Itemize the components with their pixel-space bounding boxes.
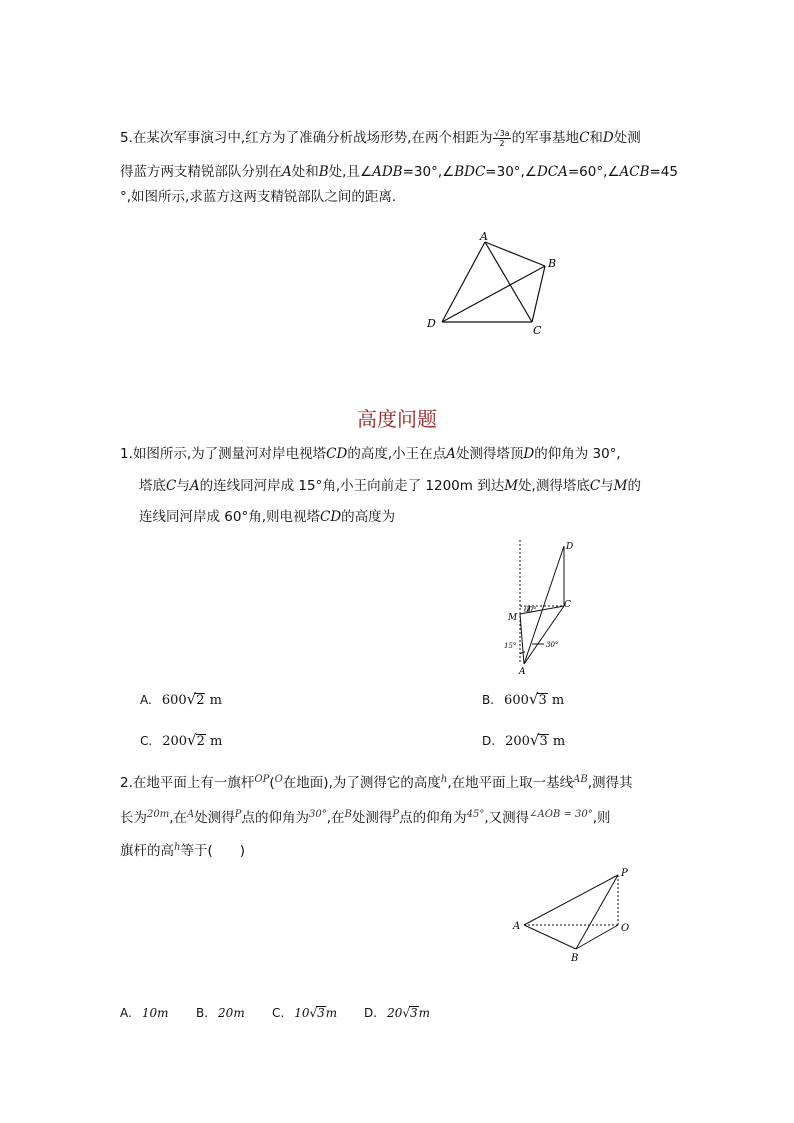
option-coef: 10: [294, 1006, 310, 1020]
problem1-figure: [498, 536, 588, 676]
var: C: [589, 478, 601, 494]
text: 与: [176, 478, 190, 494]
fraction-denominator: 2: [499, 138, 505, 148]
text: ,在: [169, 810, 188, 826]
var: A: [282, 164, 292, 180]
option-label: A.: [140, 693, 152, 707]
text: 处和: [291, 164, 319, 180]
option-label: D.: [482, 734, 496, 748]
option-coef: 600: [504, 693, 529, 708]
math-inline: 45°: [466, 809, 485, 820]
option-b[interactable]: [482, 690, 564, 708]
text: 处测得: [194, 810, 235, 826]
text: ,在地平面上取一基线: [447, 775, 574, 791]
radicand: 2: [196, 734, 205, 749]
point-label-b: B: [548, 257, 557, 270]
option-d[interactable]: [482, 731, 565, 749]
text: 得蓝方两支精锐部队分别在: [120, 164, 282, 180]
text: 旗杆的高: [120, 843, 174, 859]
text: 与: [600, 478, 614, 494]
point-label-m: M: [508, 613, 518, 623]
math-inline: A: [187, 809, 195, 820]
point-label-c: C: [564, 600, 571, 610]
var: ACB: [619, 164, 650, 180]
var: C: [166, 478, 177, 494]
problem2-line1: [120, 770, 633, 793]
radicand: 3: [410, 1006, 418, 1020]
text: 2.在地平面上有一旗杆: [120, 775, 255, 791]
point-label-d: D: [427, 317, 436, 330]
problem1-line1: [120, 444, 621, 464]
problem5-figure: [420, 228, 560, 338]
var: A: [189, 478, 200, 494]
text: 处,且∠: [328, 164, 373, 180]
text: =30°,∠: [402, 164, 455, 180]
var: CD: [326, 446, 348, 462]
text: 处,测得塔底: [518, 478, 590, 494]
math-inline: O: [274, 774, 283, 785]
math-inline: P: [234, 809, 242, 820]
text: ,测得其: [587, 775, 633, 791]
var: B: [318, 164, 329, 180]
option-label: C.: [272, 1006, 285, 1020]
option-unit: m: [418, 1006, 431, 1020]
math-inline: AB: [573, 774, 588, 785]
point-label-a: A: [480, 230, 488, 243]
option-coef: 600: [161, 693, 187, 708]
text: 点的仰角为: [241, 810, 309, 826]
text: 处测得塔顶: [455, 446, 524, 462]
option-unit: m: [210, 734, 223, 749]
option-value: 10m: [141, 1006, 169, 1020]
text: =60°,∠: [567, 164, 620, 180]
text: 长为: [120, 810, 147, 826]
problem5-line3: °,如图所示,求蓝方这两支精锐部队之间的距离.: [120, 189, 397, 205]
option-label: C.: [140, 734, 153, 748]
sqrt-sign: √: [529, 731, 540, 749]
angle-label-15: 15°: [504, 642, 517, 650]
point-label-b: B: [571, 953, 579, 964]
text: 点的仰角为: [399, 810, 467, 826]
text: ,则: [592, 810, 611, 826]
math-inline: 30°: [308, 809, 327, 820]
option-unit: m: [325, 1006, 338, 1020]
var: M: [613, 478, 628, 494]
var: CD: [320, 509, 342, 525]
option-unit: m: [209, 693, 222, 708]
var: A: [446, 446, 456, 462]
text: 在地面),为了测得它的高度: [282, 775, 441, 791]
fraction: [493, 129, 510, 148]
option-b[interactable]: [196, 1006, 245, 1021]
var: D: [602, 130, 614, 146]
text: 处测: [613, 130, 641, 146]
radicand: 3: [317, 1006, 325, 1020]
point-label-a: A: [513, 921, 521, 932]
option-unit: m: [551, 693, 565, 708]
text: ,又测得: [484, 810, 530, 826]
problem1-line3: [139, 507, 395, 527]
option-coef: 20: [387, 1006, 403, 1020]
text: 和: [589, 130, 603, 146]
problem5-line1: [120, 128, 641, 148]
text: =30°,∠: [485, 164, 537, 180]
text: 的仰角为 30°,: [534, 446, 621, 462]
radicand: 2: [196, 693, 205, 708]
text: 5.在某次军事演习中,红方为了准确分析战场形势,在两个相距为: [120, 130, 493, 146]
math-inline: B: [344, 809, 352, 820]
radicand: 3: [539, 734, 548, 749]
text: 处测得: [351, 810, 393, 826]
text: 的连线同河岸成 15°角,小王向前走了 1200m 到达: [199, 478, 505, 494]
problem5-line2: [120, 162, 678, 182]
radicand: 3: [538, 693, 547, 708]
sqrt-sign: √: [402, 1006, 410, 1020]
math-inline: h: [440, 774, 448, 785]
option-value: 20m: [218, 1006, 245, 1020]
var: D: [523, 446, 535, 462]
point-label-c: C: [533, 324, 542, 337]
option-a[interactable]: [120, 1006, 168, 1021]
var: BDC: [454, 164, 486, 180]
option-coef: 200: [505, 734, 530, 749]
point-label-o: O: [621, 923, 630, 934]
option-label: B.: [482, 693, 495, 707]
text: 1.如图所示,为了测量河对岸电视塔: [120, 446, 327, 462]
point-label-a: A: [519, 667, 526, 676]
sqrt-sign: √: [186, 690, 197, 708]
problem2-line2: [120, 805, 611, 828]
sqrt-sign: √: [528, 690, 539, 708]
problem1-line2: [139, 476, 641, 496]
point-label-p: P: [621, 868, 628, 879]
option-unit: m: [552, 734, 566, 749]
text: 的高度,小王在点: [347, 446, 447, 462]
text: ,在: [326, 810, 345, 826]
problem2-line3: [120, 838, 245, 861]
option-a[interactable]: [140, 690, 222, 708]
option-coef: 200: [162, 734, 188, 749]
text: 的军事基地: [511, 130, 580, 146]
problem2-figure: [510, 865, 635, 965]
option-label: B.: [196, 1006, 209, 1020]
var: M: [504, 478, 519, 494]
point-label-d: D: [566, 542, 574, 552]
math-inline: P: [392, 809, 400, 820]
text: (: [269, 775, 275, 791]
fraction-numerator: √3a: [494, 128, 510, 138]
text: 连线同河岸成 60°角,则电视塔: [139, 509, 321, 525]
text: 塔底: [139, 478, 166, 494]
text: 等于( ): [180, 843, 245, 859]
angle-label-30: 30°: [546, 641, 559, 649]
math-inline: OP: [254, 774, 270, 785]
option-c[interactable]: [272, 1006, 337, 1021]
var: C: [579, 130, 590, 146]
text: 的: [627, 478, 641, 494]
sqrt-sign: √: [187, 731, 197, 749]
math-inline: h: [174, 842, 181, 853]
section-title: 高度问题: [357, 407, 437, 431]
option-d[interactable]: [364, 1006, 430, 1021]
option-label: A.: [120, 1006, 132, 1020]
option-c[interactable]: [140, 731, 222, 749]
math-inline: 20m: [147, 809, 170, 820]
angle-label-60: 60°: [524, 606, 537, 614]
text: 的高度为: [341, 509, 396, 525]
var: DCA: [536, 164, 568, 180]
option-label: D.: [364, 1006, 378, 1020]
sqrt-sign: √: [309, 1006, 318, 1020]
text: =45: [649, 164, 678, 180]
math-inline: ∠AOB = 30°: [529, 809, 593, 820]
var: ADB: [372, 164, 403, 180]
